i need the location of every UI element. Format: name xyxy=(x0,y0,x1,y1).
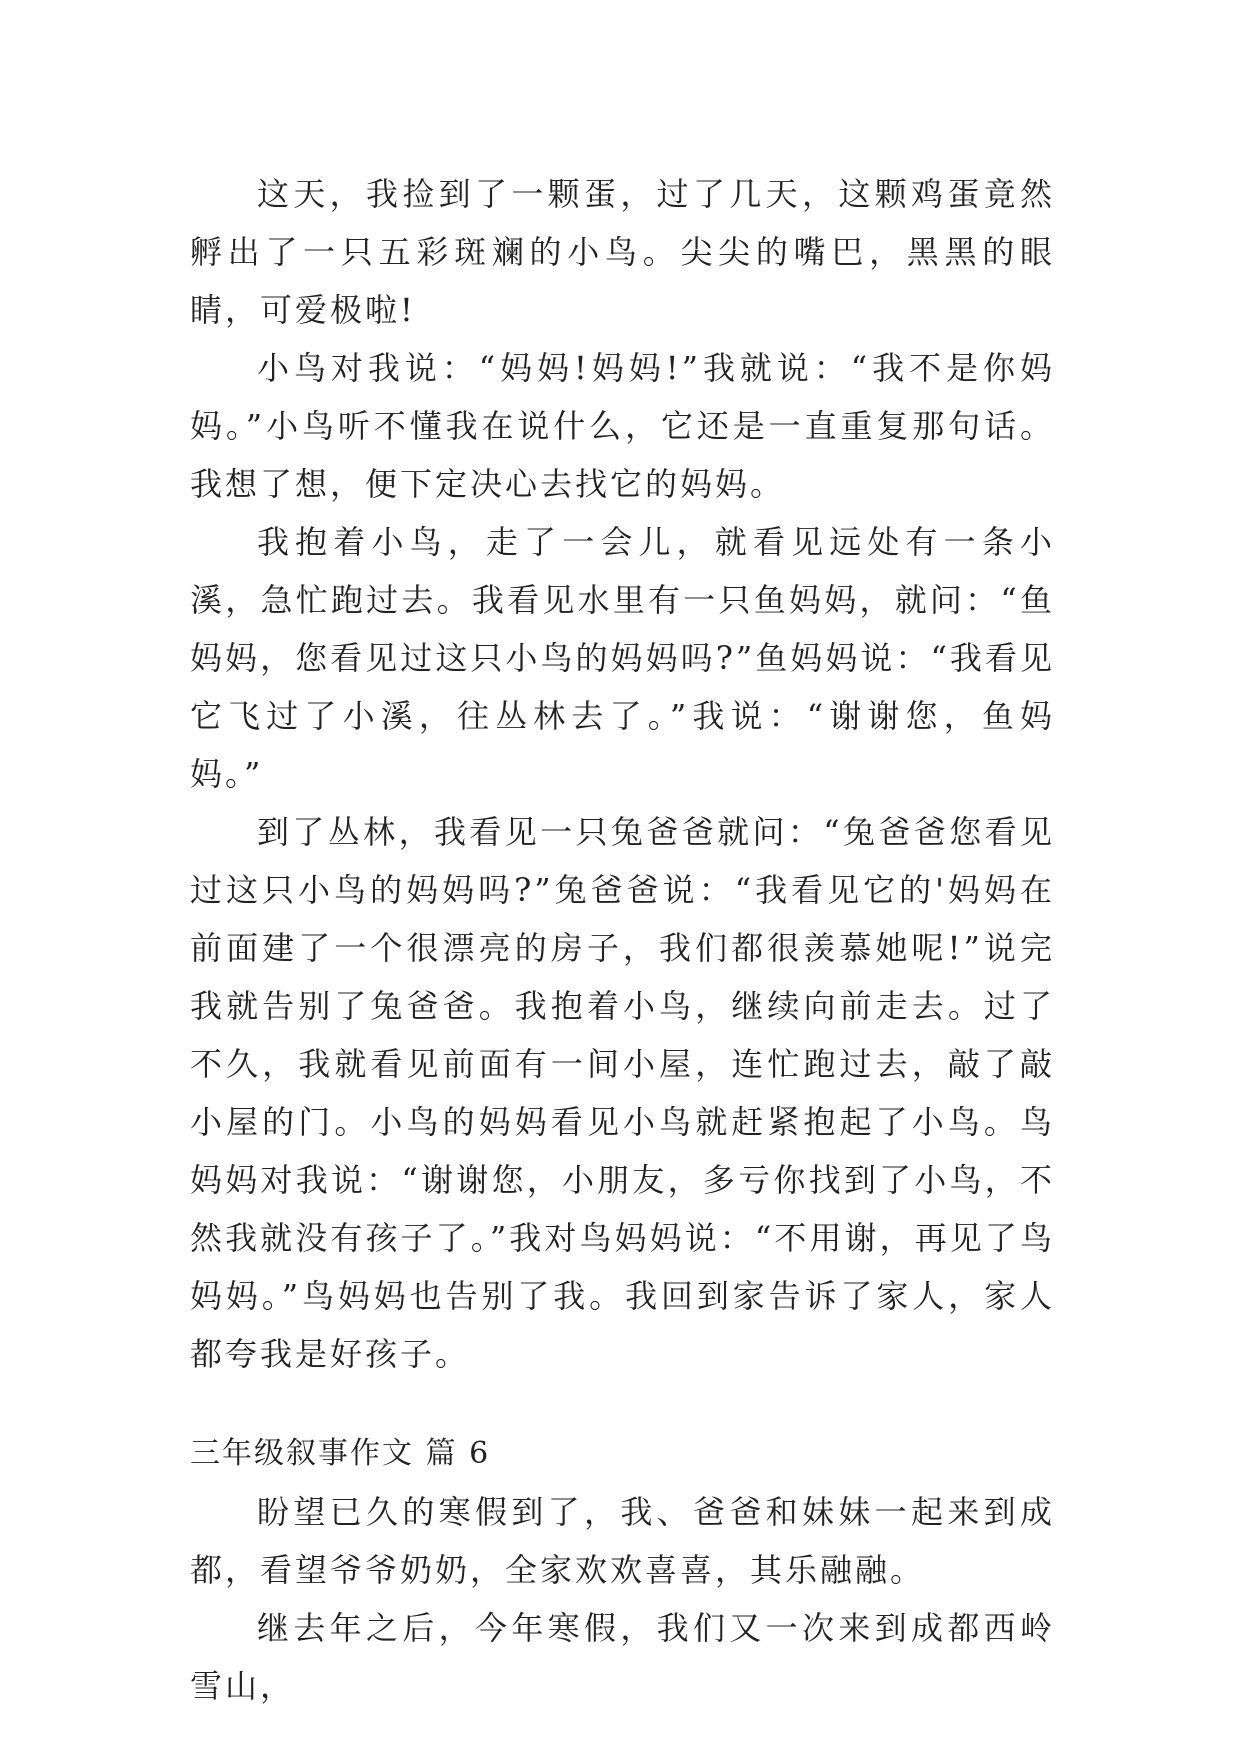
paragraph-winter-break: 盼望已久的寒假到了，我、爸爸和妹妹一起来到成都，看望爷爷奶奶，全家欢欢喜喜，其乐融融。 xyxy=(190,1493,1055,1589)
paragraph-xiling-snow-mountain: 继去年之后，今年寒假，我们又一次来到成都西岭雪山， xyxy=(190,1609,1055,1705)
section-heading: 三年级叙事作文 篇 6 xyxy=(190,1436,491,1471)
paragraph-egg-hatch: 这天，我捡到了一颗蛋，过了几天，这颗鸡蛋竟然孵出了一只五彩斑斓的小鸟。尖尖的嘴巴，黑黑的眼睛，可爱极啦! xyxy=(190,175,1055,329)
paragraph-bird-speaks: 小鸟对我说：“妈妈!妈妈!”我就说：“我不是你妈妈。”小鸟听不懂我在说什么，它还是一直重复那句话。我想了想，便下定决心去找它的妈妈。 xyxy=(190,349,1055,503)
document-page xyxy=(190,165,1055,1715)
paragraph-rabbit-father: 到了丛林，我看见一只兔爸爸就问：“兔爸爸您看见过这只小鸟的妈妈吗?”兔爸爸说：“我看见它的'妈妈在前面建了一个很漂亮的房子，我们都很羡慕她呢!”说完我就告别了兔爸爸。我抱着小鸟，继续向前走去。过了不久，我就看见前面有一间小屋，连忙跑过去，敲了敲小屋的门。小鸟的妈妈看见小鸟就赶紧抱起了小鸟。鸟妈妈对我说：“谢谢您，小朋友，多亏你找到了小鸟，不然我就没有孩子了。”我对鸟妈妈说：“不用谢，再见了鸟妈妈。”鸟妈妈也告别了我。我回到家告诉了家人，家人都夸我是好孩子。 xyxy=(190,813,1055,1373)
paragraph-fish-mother: 我抱着小鸟，走了一会儿，就看见远处有一条小溪，急忙跑过去。我看见水里有一只鱼妈妈，就问：“鱼妈妈，您看见过这只小鸟的妈妈吗?”鱼妈妈说：“我看见它飞过了小溪，往丛林去了。”我说：“谢谢您，鱼妈妈。” xyxy=(190,523,1055,793)
